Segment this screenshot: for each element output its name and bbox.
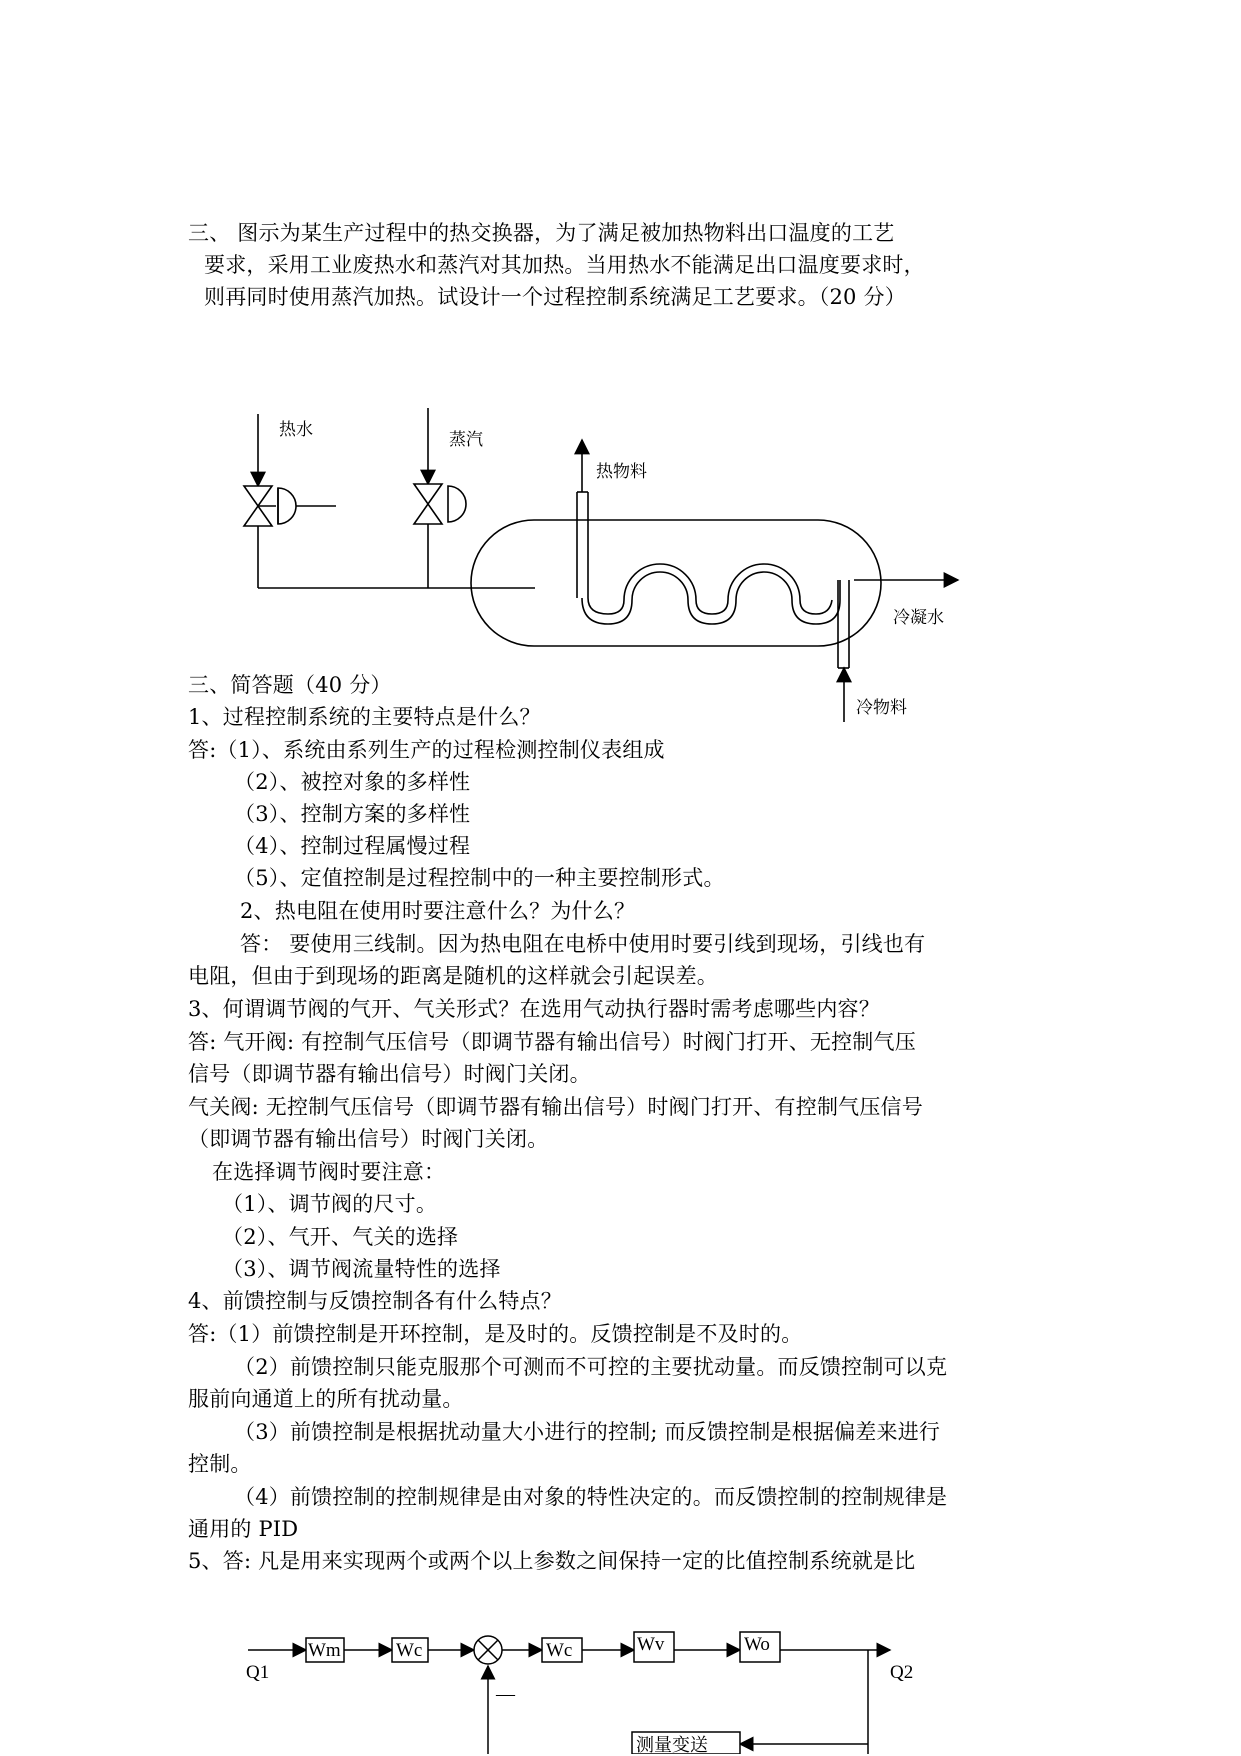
a2-2: 电阻，但由于到现场的距离是随机的这样就会引起误差。 bbox=[188, 964, 718, 988]
label-condensate: 冷凝水 bbox=[893, 608, 944, 628]
a3-1: 答: 气开阀: 有控制气压信号（即调节器有输出信号）时阀门打开、无控制气压 bbox=[188, 1030, 916, 1054]
a1-3: （3）、控制方案的多样性 bbox=[234, 802, 471, 826]
label-q2: Q2 bbox=[890, 1662, 914, 1683]
a1-5: （5）、定值控制是过程控制中的一种主要控制形式。 bbox=[234, 866, 725, 890]
a3-2: 信号（即调节器有输出信号）时阀门关闭。 bbox=[188, 1062, 591, 1086]
q4: 4、前馈控制与反馈控制各有什么特点？ bbox=[188, 1289, 562, 1313]
question-3-line-3: 则再同时使用蒸汽加热。试设计一个过程控制系统满足工艺要求。（20 分） bbox=[204, 285, 906, 309]
a4-6: （4）前馈控制的控制规律是由对象的特性决定的。而反馈控制的控制规律是 bbox=[234, 1485, 948, 1509]
q2: 2、热电阻在使用时要注意什么？为什么？ bbox=[240, 899, 636, 923]
question-3-line-1: 三、 图示为某生产过程中的热交换器，为了满足被加热物料出口温度的工艺 bbox=[188, 221, 895, 245]
label-q1: Q1 bbox=[246, 1662, 270, 1683]
answers-heading: 三、简答题（40 分） bbox=[188, 673, 392, 697]
a1-4: （4）、控制过程属慢过程 bbox=[234, 834, 471, 858]
block-wv: Wv bbox=[637, 1634, 665, 1655]
label-cold-material: 冷物料 bbox=[856, 698, 907, 718]
q1: 1、过程控制系统的主要特点是什么？ bbox=[188, 705, 541, 729]
a3-5: 在选择调节阀时要注意： bbox=[212, 1160, 446, 1184]
a4-1: 答:（1）前馈控制是开环控制，是及时的。反馈控制是不及时的。 bbox=[188, 1322, 803, 1346]
label-hot-water: 热水 bbox=[279, 420, 313, 440]
a3-8: （3）、调节阀流量特性的选择 bbox=[222, 1257, 501, 1281]
block-wc-2: Wc bbox=[546, 1640, 573, 1661]
a4-2: （2）前馈控制只能克服那个可测而不可控的主要扰动量。而反馈控制可以克 bbox=[234, 1355, 948, 1379]
a3-3: 气关阀: 无控制气压信号（即调节器有输出信号）时阀门打开、有控制气压信号 bbox=[188, 1095, 923, 1119]
a3-7: （2）、气开、气关的选择 bbox=[222, 1225, 459, 1249]
a1-1: 答:（1）、系统由系列生产的过程检测控制仪表组成 bbox=[188, 738, 665, 762]
a2-1: 答： 要使用三线制。因为热电阻在电桥中使用时要引线到现场，引线也有 bbox=[240, 932, 926, 956]
a4-5: 控制。 bbox=[188, 1452, 252, 1476]
a4-4: （3）前馈控制是根据扰动量大小进行的控制; 而反馈控制是根据偏差来进行 bbox=[234, 1420, 941, 1444]
a4-7: 通用的 PID bbox=[188, 1517, 299, 1541]
label-steam: 蒸汽 bbox=[449, 430, 483, 450]
block-wc-1: Wc bbox=[396, 1640, 423, 1661]
a3-6: （1）、调节阀的尺寸。 bbox=[222, 1192, 438, 1216]
a4-3: 服前向通道上的所有扰动量。 bbox=[188, 1387, 464, 1411]
question-3-line-2: 要求，采用工业废热水和蒸汽对其加热。当用热水不能满足出口温度要求时， bbox=[204, 253, 925, 277]
label-hot-material: 热物料 bbox=[596, 462, 647, 482]
minus-sign: — bbox=[496, 1684, 515, 1705]
a3-4: （即调节器有输出信号）时阀门关闭。 bbox=[188, 1127, 549, 1151]
block-measure-transmit: 测量变送 bbox=[636, 1735, 708, 1756]
block-wo: Wo bbox=[744, 1634, 770, 1655]
a5-1: 5、答: 凡是用来实现两个或两个以上参数之间保持一定的比值控制系统就是比 bbox=[188, 1549, 916, 1573]
q3: 3、何谓调节阀的气开、气关形式？在选用气动执行器时需考虑哪些内容？ bbox=[188, 997, 880, 1021]
block-wm: Wm bbox=[308, 1640, 341, 1661]
a1-2: （2）、被控对象的多样性 bbox=[234, 770, 471, 794]
